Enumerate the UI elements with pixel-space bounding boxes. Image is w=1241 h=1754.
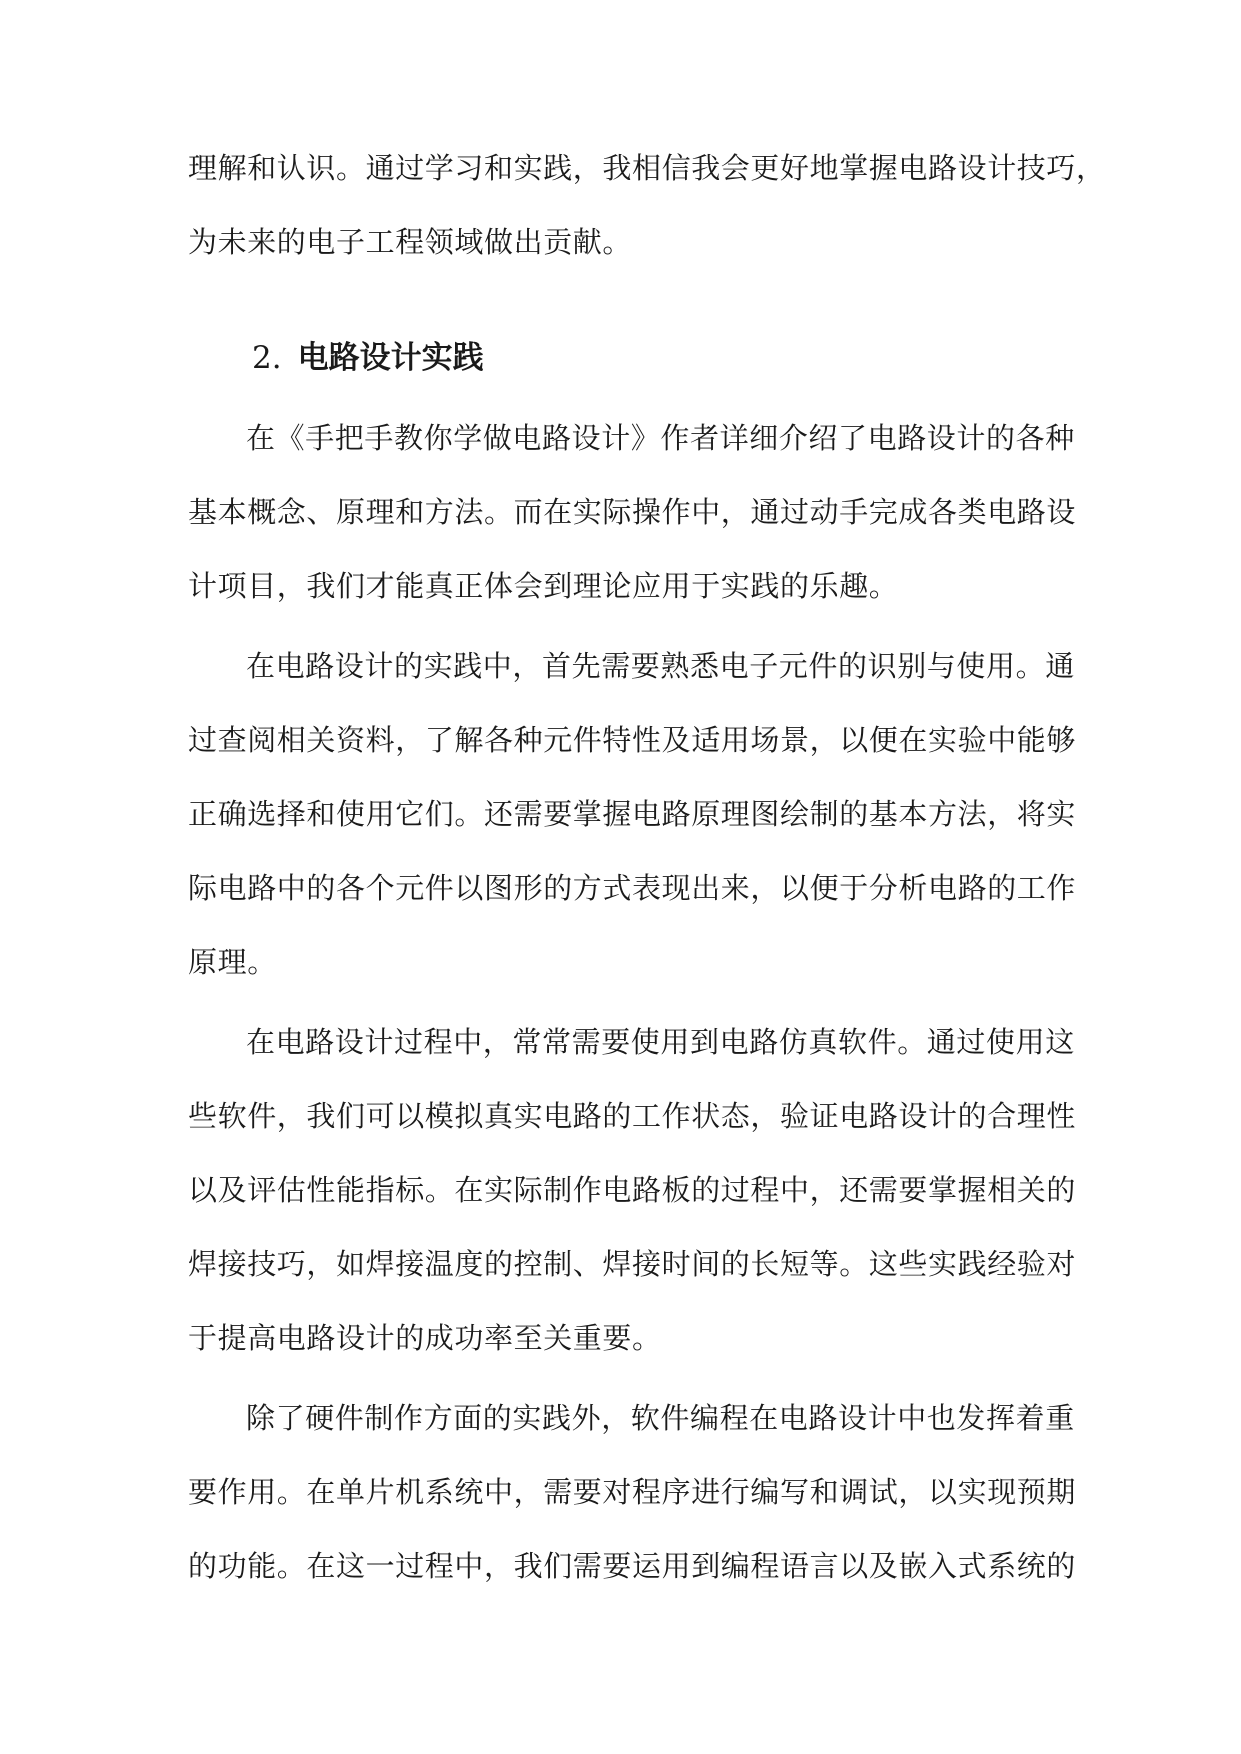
- text-line: 基本概念、原理和方法。而在实际操作中，通过动手完成各类电路设: [188, 495, 1077, 529]
- text-line: 以及评估性能指标。在实际制作电路板的过程中，还需要掌握相关的: [188, 1173, 1077, 1207]
- text-line: 的功能。在这一过程中，我们需要运用到编程语言以及嵌入式系统的: [188, 1549, 1077, 1583]
- text-line: 理解和认识。通过学习和实践，我相信我会更好地掌握电路设计技巧，: [188, 151, 1106, 185]
- text-line: 于提高电路设计的成功率至关重要。: [188, 1321, 662, 1355]
- text-line: 际电路中的各个元件以图形的方式表现出来，以便于分析电路的工作: [188, 871, 1077, 905]
- text-line: 除了硬件制作方面的实践外，软件编程在电路设计中也发挥着重: [246, 1401, 1075, 1435]
- text-line: 要作用。在单片机系统中，需要对程序进行编写和调试，以实现预期: [188, 1475, 1077, 1509]
- text-line: 些软件，我们可以模拟真实电路的工作状态，验证电路设计的合理性: [188, 1099, 1077, 1133]
- text-line: 在电路设计过程中，常常需要使用到电路仿真软件。通过使用这: [246, 1025, 1075, 1059]
- text-line: 原理。: [188, 945, 277, 979]
- text-line: 在电路设计的实践中，首先需要熟悉电子元件的识别与使用。通: [246, 649, 1075, 683]
- section-heading: [252, 336, 484, 380]
- text-line: 计项目，我们才能真正体会到理论应用于实践的乐趣。: [188, 569, 899, 603]
- section-number: 2.: [252, 340, 282, 376]
- text-line: 为未来的电子工程领域做出贡献。: [188, 225, 633, 259]
- text-line: 焊接技巧，如焊接温度的控制、焊接时间的长短等。这些实践经验对: [188, 1247, 1077, 1281]
- text-line: 正确选择和使用它们。还需要掌握电路原理图绘制的基本方法，将实: [188, 797, 1077, 831]
- text-line: 在《手把手教你学做电路设计》作者详细介绍了电路设计的各种: [246, 421, 1075, 455]
- text-line: 过查阅相关资料，了解各种元件特性及适用场景，以便在实验中能够: [188, 723, 1077, 757]
- section-title: 电路设计实践: [297, 340, 484, 376]
